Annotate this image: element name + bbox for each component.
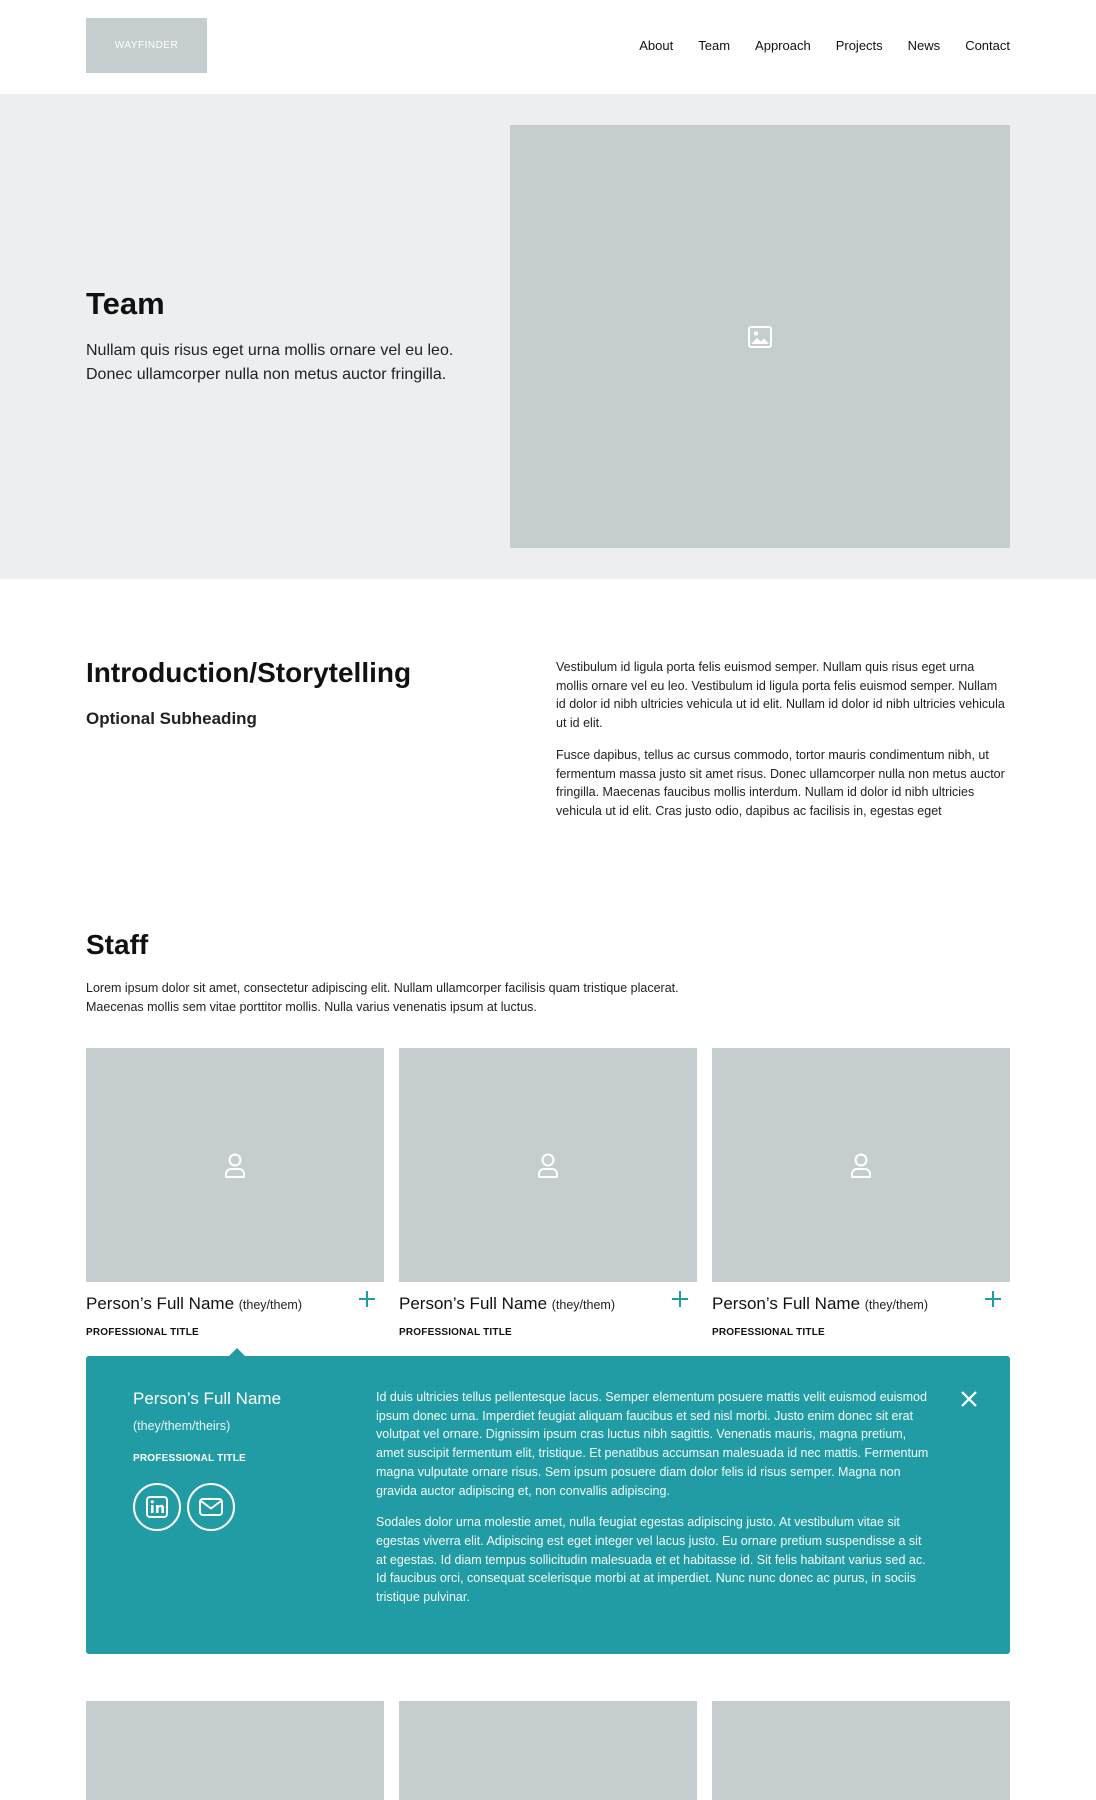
- staff-name-text: Person’s Full Name: [399, 1294, 548, 1313]
- plus-icon: [671, 1290, 689, 1308]
- nav-news[interactable]: News: [907, 38, 941, 53]
- nav-contact[interactable]: Contact: [965, 38, 1010, 53]
- nav-about[interactable]: About: [639, 38, 674, 53]
- expand-button[interactable]: [670, 1290, 690, 1310]
- staff-name-text: Person’s Full Name: [712, 1294, 861, 1313]
- hero-image-placeholder: [510, 125, 1010, 548]
- detail-paragraph: Id duis ultricies tellus pellentesque lacus. Semper elementum posuere mattis velit euismod euismod ipsum donec urna. Imperdiet feugiat aliquam faucibus et sed nisl morbi. Justo enim donec sit erat volutpat vel ornare. Dignissim ipsum cras luctus nibh sagittis. Venenatis mauris, magna pretium, amet suscipit fermentum elit, tristique. Et penatibus accumsan malesuada id nec mattis. Fermentum magna vulputate ornare risus. Sem ipsum posuere diam dolor felis id risus semper. Magna non gravida auctor adipiscing et, non convallis adipiscing.: [376, 1390, 929, 1498]
- staff-photo-placeholder: [399, 1048, 697, 1282]
- staff-title: Staff: [86, 929, 149, 960]
- staff-card: [712, 1048, 1010, 1338]
- social-links: [133, 1483, 235, 1531]
- staff-photo-placeholder: [712, 1048, 1010, 1282]
- staff-photo-placeholder: [86, 1048, 384, 1282]
- linkedin-icon: [146, 1496, 168, 1518]
- staff-photo-placeholder: [399, 1701, 697, 1800]
- staff-professional-title: PROFESSIONAL TITLE: [86, 1327, 199, 1338]
- mail-icon: [199, 1498, 223, 1516]
- main-nav: [639, 38, 1010, 53]
- nav-approach[interactable]: Approach: [755, 38, 811, 53]
- hero-text: Nullam quis risus eget urna mollis ornare vel eu leo. Donec ullamcorper nulla non metus auctor fringilla.: [86, 342, 454, 383]
- staff-pronouns: (they/them): [864, 1298, 928, 1312]
- detail-professional-title: PROFESSIONAL TITLE: [133, 1453, 246, 1464]
- panel-pointer: [228, 1348, 246, 1357]
- hero-section: [0, 94, 1096, 579]
- email-button[interactable]: [187, 1483, 235, 1531]
- intro-subheading: Optional Subheading: [86, 709, 257, 728]
- staff-name: [86, 1294, 302, 1314]
- detail-bio: [376, 1388, 931, 1607]
- expand-button[interactable]: [983, 1290, 1003, 1310]
- intro-paragraph: Vestibulum id ligula porta felis euismod semper. Nullam quis risus eget urna mollis ornare vel eu leo. Vestibulum id ligula porta felis euismod semper. Nullam id dolor id nibh ultricies vehicula ut id elit. Nullam id dolor id nibh ultricies vehicula ut id elit.: [556, 660, 1005, 731]
- close-icon: [960, 1390, 978, 1408]
- staff-card: [86, 1048, 384, 1338]
- plus-icon: [984, 1290, 1002, 1308]
- staff-name: [712, 1294, 928, 1314]
- staff-photo-placeholder: [86, 1701, 384, 1800]
- linkedin-button[interactable]: [133, 1483, 181, 1531]
- person-icon: [224, 1153, 246, 1178]
- image-icon: [748, 326, 772, 348]
- staff-professional-title: PROFESSIONAL TITLE: [399, 1327, 512, 1338]
- staff-pronouns: (they/them): [551, 1298, 615, 1312]
- staff-name: [399, 1294, 615, 1314]
- detail-paragraph: Sodales dolor urna molestie amet, nulla feugiat egestas adipiscing justo. At vestibulum vitae sit egestas viverra elit. Adipiscing est eget integer vel lacus justo. Eu ornare pretium suspendisse a sit at egestas. Id diam tempus sollicitudin malesuada et et habitasse id. Sit felis habitant varius sed ac. Id faucibus orci, consequat scelerisque morbi at at imperdiet. Nunc nunc donec ac purus, in sociis tristique pulvinar.: [376, 1515, 926, 1605]
- person-icon: [537, 1153, 559, 1178]
- person-icon: [850, 1153, 872, 1178]
- plus-icon: [358, 1290, 376, 1308]
- intro-title: Introduction/Storytelling: [86, 657, 412, 688]
- staff-pronouns: (they/them): [238, 1298, 302, 1312]
- staff-description: Lorem ipsum dolor sit amet, consectetur adipiscing elit. Nullam ullamcorper facilisis quam tristique placerat. Maecenas mollis sem vitae porttitor mollis. Nulla varius venenatis ipsum at luctus.: [86, 981, 679, 1014]
- staff-name-text: Person’s Full Name: [86, 1294, 235, 1313]
- nav-projects[interactable]: Projects: [835, 38, 883, 53]
- logo[interactable]: WAYFINDER: [86, 18, 207, 73]
- staff-card: [399, 1048, 697, 1338]
- detail-pronouns: (they/them/theirs): [133, 1419, 231, 1433]
- nav-team[interactable]: Team: [698, 38, 731, 53]
- staff-photo-placeholder: [712, 1701, 1010, 1800]
- staff-detail-panel: [86, 1356, 1010, 1654]
- intro-paragraph: Fusce dapibus, tellus ac cursus commodo, tortor mauris condimentum nibh, ut fermentum massa justo sit amet risus. Donec ullamcorper nulla non metus auctor fringilla. Maecenas faucibus mollis interdum. Nullam id dolor id nibh ultricies vehicula ut id elit. Cras justo odio, dapibus ac facilisis in, egestas eget: [556, 747, 1005, 818]
- site-header: [0, 0, 1096, 94]
- hero-title: Team: [86, 286, 165, 321]
- expand-button[interactable]: [357, 1290, 377, 1310]
- close-button[interactable]: [958, 1389, 980, 1411]
- staff-professional-title: PROFESSIONAL TITLE: [712, 1327, 825, 1338]
- intro-body: [556, 658, 1006, 821]
- detail-name: Person’s Full Name: [133, 1389, 282, 1408]
